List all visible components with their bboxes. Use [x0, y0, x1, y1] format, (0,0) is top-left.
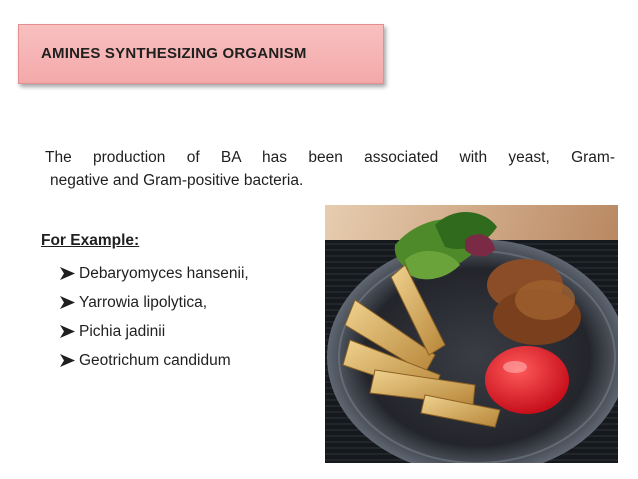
organism-name: Geotrichum candidum	[79, 352, 231, 369]
intro-line-1: The production of BA has been associated with yeast, Gram-	[45, 149, 615, 166]
organism-list	[60, 259, 249, 375]
arrow-bullet-icon	[60, 267, 75, 280]
slide-title: AMINES SYNTHESIZING ORGANISM	[41, 45, 307, 62]
list-item	[60, 259, 249, 288]
organism-name: Pichia jadinii	[79, 323, 166, 340]
arrow-bullet-icon	[60, 296, 75, 309]
list-item	[60, 317, 249, 346]
organism-name: Debaryomyces hansenii,	[79, 265, 249, 282]
intro-line-2: negative and Gram-positive bacteria.	[50, 172, 304, 189]
example-heading: For Example:	[41, 232, 140, 249]
arrow-bullet-icon	[60, 325, 75, 338]
arrow-bullet-icon	[60, 354, 75, 367]
organism-name: Yarrowia lipolytica,	[79, 294, 208, 311]
list-item	[60, 288, 249, 317]
title-box	[18, 24, 384, 84]
list-item	[60, 346, 249, 375]
food-plate-photo	[325, 205, 618, 463]
